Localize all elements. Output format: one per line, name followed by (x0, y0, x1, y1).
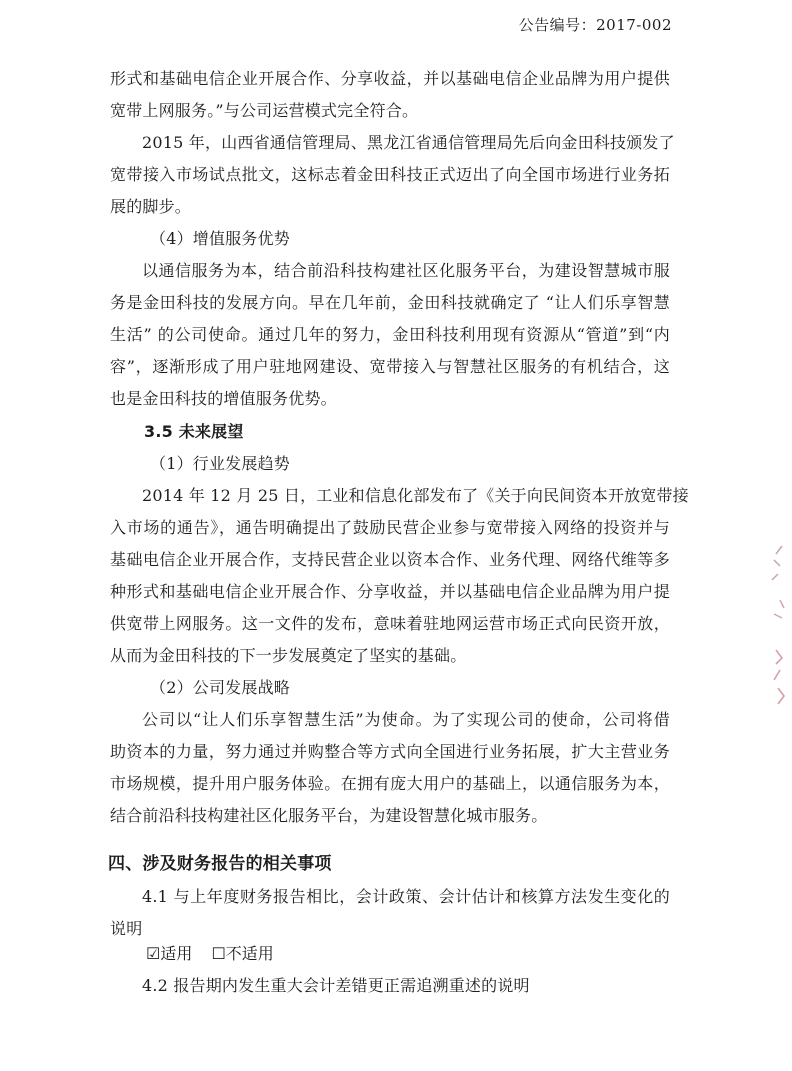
body-line: 宽带接入市场试点批文，这标志着金田科技正式迈出了向全国市场进行业务拓 (110, 165, 670, 184)
subheading: （4）增值服务优势 (150, 229, 290, 248)
body-line: 公司以“让人们乐享智慧生活”为使命。为了实现公司的使命，公司将借 (142, 710, 670, 729)
section-heading: 3.5 未来展望 (144, 422, 244, 441)
body-line: 务是金田科技的发展方向。早在几年前，金田科技就确定了 “让人们乐享智慧 (110, 293, 670, 312)
subheading: （1）行业发展趋势 (150, 454, 290, 473)
body-line: 形式和基础电信企业开展合作、分享收益，并以基础电信企业品牌为用户提供 (110, 69, 670, 88)
body-line: 4.2 报告期内发生重大会计差错更正需追溯重述的说明 (142, 976, 530, 995)
body-line: 2015 年，山西省通信管理局、黑龙江省通信管理局先后向金田科技颁发了 (142, 133, 675, 152)
body-line: 市场规模，提升用户服务体验。在拥有庞大用户的基础上，以通信服务为本， (110, 774, 670, 793)
not-applicable-checkbox[interactable]: ☐不适用 (211, 944, 274, 963)
body-line: 说明 (110, 919, 143, 938)
body-line: 也是金田科技的增值服务优势。 (110, 389, 337, 408)
body-line: 2014 年 12 月 25 日，工业和信息化部发布了《关于向民间资本开放宽带接 (142, 486, 689, 505)
body-line: 助资本的力量，努力通过并购整合等方式向全国进行业务拓展，扩大主营业务 (110, 742, 670, 761)
body-line: 容”，逐渐形成了用户驻地网建设、宽带接入与智慧社区服务的有机结合，这 (110, 357, 670, 376)
chapter-heading: 四、涉及财务报告的相关事项 (108, 854, 332, 874)
body-line: 以通信服务为本，结合前沿科技构建社区化服务平台，为建设智慧城市服 (142, 261, 670, 280)
subheading: （2）公司发展战略 (150, 678, 290, 697)
body-line: 展的脚步。 (110, 197, 192, 216)
body-line: 供宽带上网服务。这一文件的发布，意味着驻地网运营市场正式向民资开放， (110, 614, 670, 633)
body-line: 种形式和基础电信企业开展合作、分享收益，并以基础电信企业品牌为用户提 (110, 582, 670, 601)
body-line: 基础电信企业开展合作，支持民营企业以资本合作、业务代理、网络代维等多 (110, 550, 670, 569)
applicable-checkbox[interactable]: ☑适用 (146, 944, 193, 963)
body-line: 从而为金田科技的下一步发展奠定了坚实的基础。 (110, 646, 467, 665)
body-line: 生活” 的公司使命。通过几年的努力，金田科技利用现有资源从“管道”到“内 (110, 325, 670, 344)
body-line: 入市场的通告》，通告明确提出了鼓励民营企业参与宽带接入网络的投资并与 (110, 518, 670, 537)
seal-edge-mark (768, 540, 788, 710)
body-line: 结合前沿科技构建社区化服务平台，为建设智慧化城市服务。 (110, 806, 548, 825)
applicability-options (146, 944, 288, 964)
body-line: 宽带上网服务。”与公司运营模式完全符合。 (110, 101, 419, 120)
body-line: 4.1 与上年度财务报告相比，会计政策、会计估计和核算方法发生变化的 (142, 887, 670, 906)
announcement-number: 公告编号：2017-002 (518, 16, 672, 34)
